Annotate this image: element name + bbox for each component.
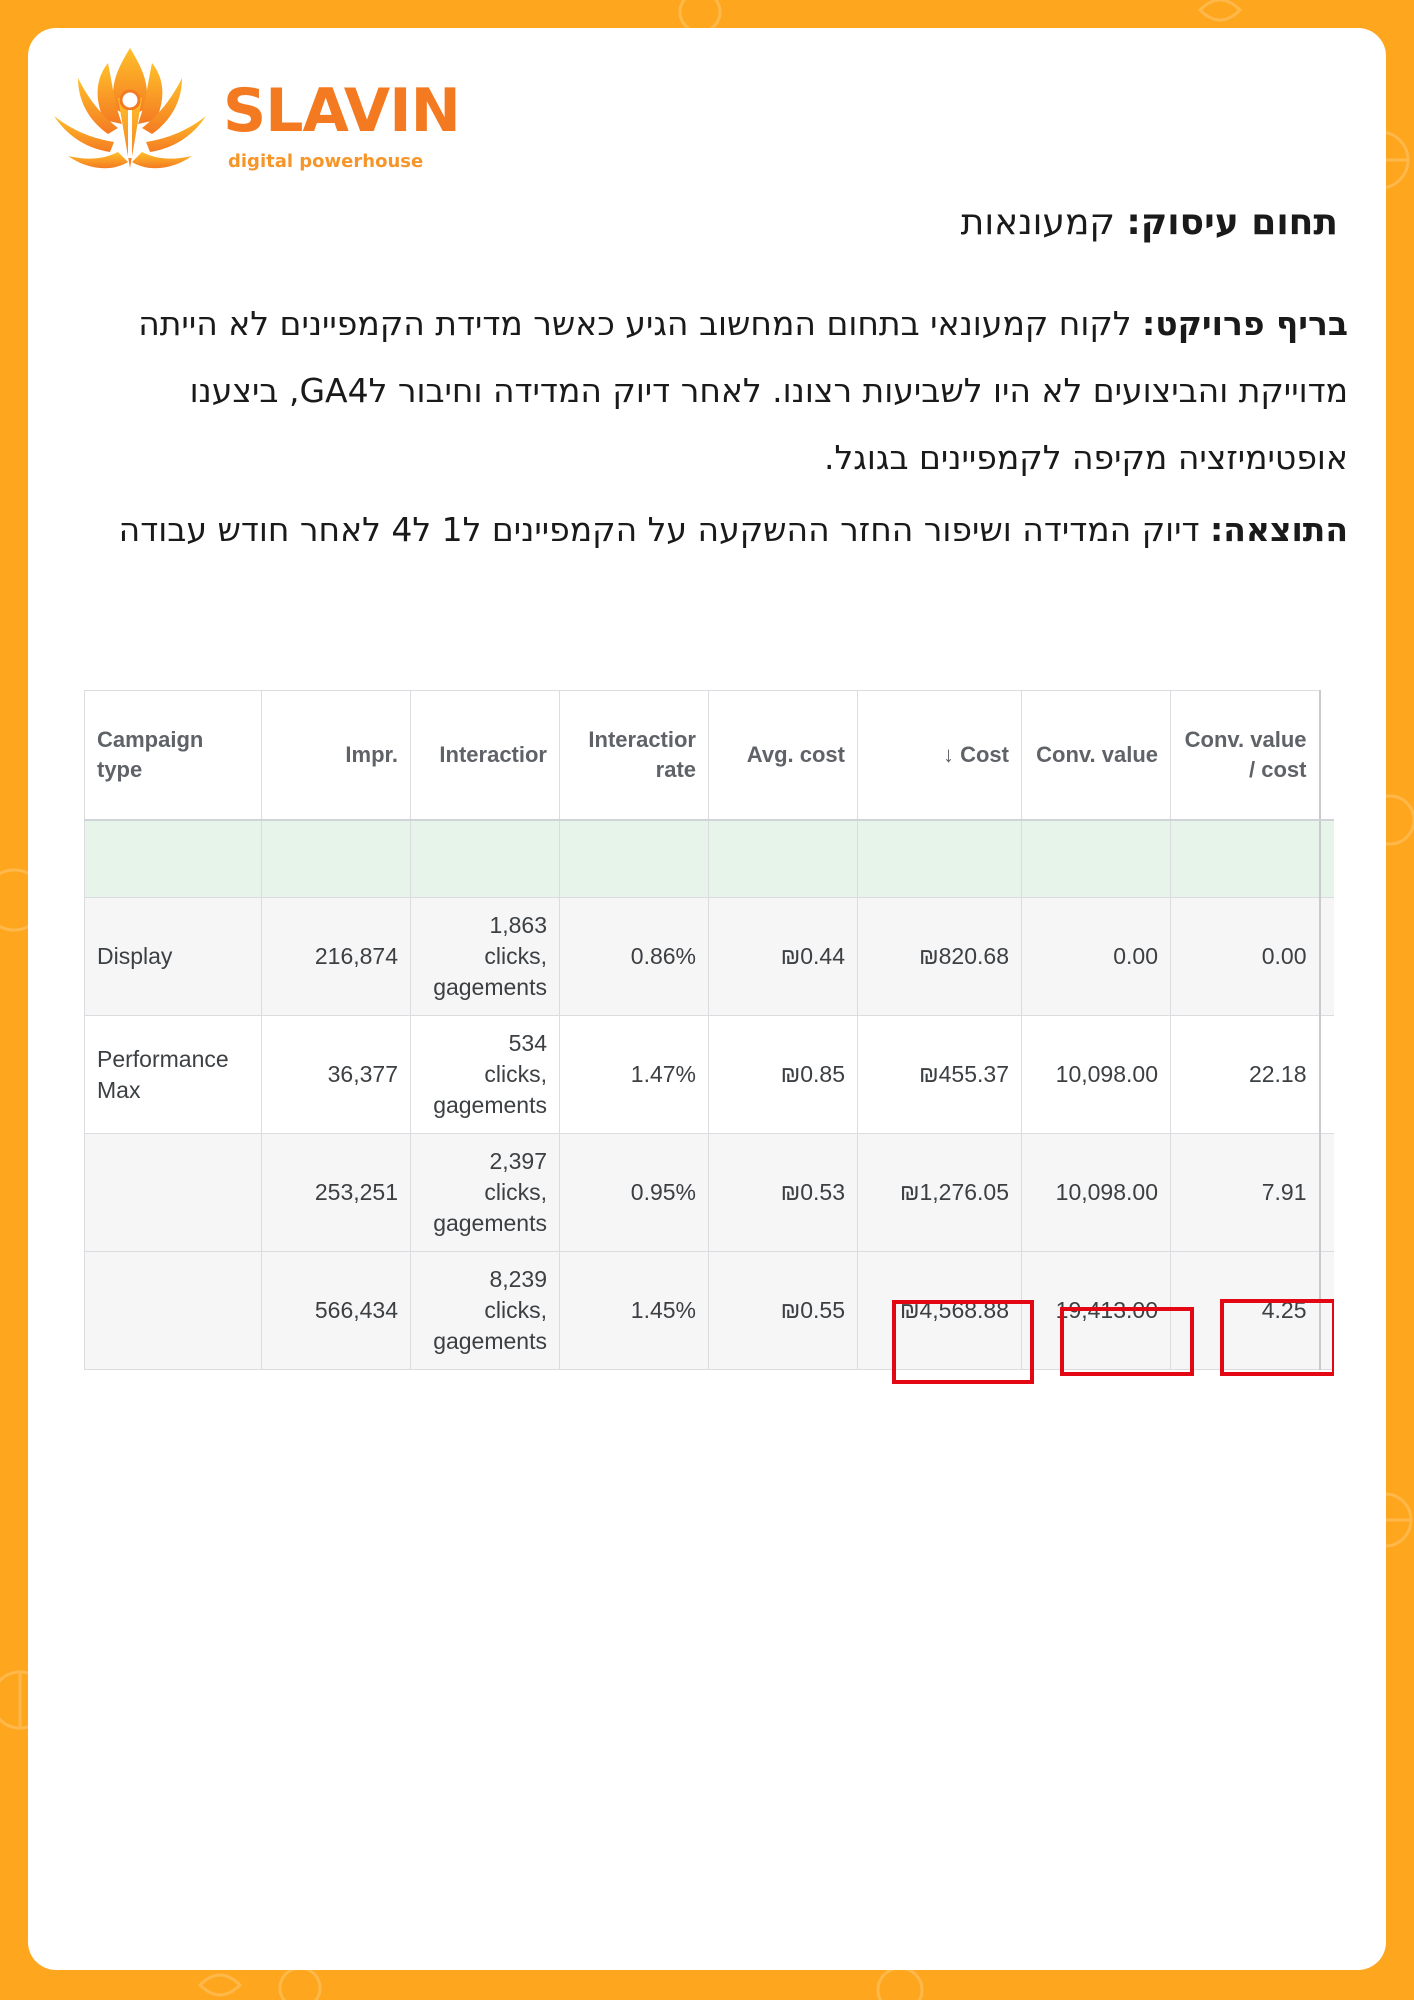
table-row[interactable] [85, 1016, 1335, 1134]
highlight-box-cost [892, 1300, 1034, 1384]
cell-impr: 253,251 [262, 1134, 411, 1252]
highlight-box-conv-value [1060, 1307, 1194, 1376]
header-interactions[interactable]: Interactior [411, 691, 560, 821]
cell-conv-value: 10,098.00 [1022, 1016, 1171, 1134]
result-label: התוצאה: [1210, 510, 1348, 549]
cell-interaction-rate: 0.86% [560, 898, 709, 1016]
business-label: תחום עיסוק: [1126, 202, 1338, 243]
table-row[interactable] [85, 898, 1335, 1016]
cell-cost: ₪455.37 [858, 1016, 1022, 1134]
cell-avg-cost: ₪0.85 [709, 1016, 858, 1134]
table-header-row [85, 691, 1335, 821]
header-cost[interactable] [858, 691, 1022, 821]
cell-interactions: 8,239 clicks, gagements [411, 1252, 560, 1370]
header-campaign-type[interactable]: Campaign type [85, 691, 262, 821]
cell-campaign-type [85, 1252, 262, 1370]
business-value: קמעונאות [960, 202, 1115, 243]
brief-text: לקוח קמעונאי בתחום המחשוב הגיע כאשר מדידת הקמפיינים לא הייתה מדוייקת והביצועים לא היו לשביעות רצונו. לאחר דיוק המדידה וחיבור לGA4, ביצענו אופטימיזציה מקיפה לקמפיינים בגוגל. [138, 304, 1348, 477]
cell-impr: 36,377 [262, 1016, 411, 1134]
cell-conv-value-cost: 7.91 [1171, 1134, 1320, 1252]
cell-impr: 566,434 [262, 1252, 411, 1370]
cell-campaign-type [85, 1134, 262, 1252]
project-brief [73, 290, 1348, 491]
cell-cost-highlighted: ₪4,568.88 [858, 1252, 1022, 1370]
google-ads-table-screenshot [84, 690, 1334, 1404]
cell-interactions: 534 clicks, gagements [411, 1016, 560, 1134]
header-conv-value-cost[interactable]: Conv. value / cost [1171, 691, 1320, 821]
cell-interaction-rate: 0.95% [560, 1134, 709, 1252]
cell-campaign-type: Display [85, 898, 262, 1016]
table-row[interactable] [85, 1134, 1335, 1252]
cell-interactions: 1,863 clicks, gagements [411, 898, 560, 1016]
cell-conv-value-cost-highlighted: 4.25 [1171, 1252, 1320, 1370]
cell-avg-cost: ₪0.55 [709, 1252, 858, 1370]
campaign-table [84, 690, 1334, 1370]
header-overflow [1320, 691, 1335, 821]
slavin-logo [48, 38, 460, 183]
project-result [73, 496, 1348, 563]
cell-conv-value: 0.00 [1022, 898, 1171, 1016]
header-cost-label: Cost [960, 742, 1009, 767]
header-conv-value[interactable]: Conv. value [1022, 691, 1171, 821]
header-impr[interactable]: Impr. [262, 691, 411, 821]
logo-tagline: digital powerhouse [228, 151, 424, 172]
cell-campaign-type: Performance Max [85, 1016, 262, 1134]
cell-interactions: 2,397 clicks, gagements [411, 1134, 560, 1252]
highlight-box-conv-value-cost [1220, 1299, 1334, 1376]
cell-cost: ₪820.68 [858, 898, 1022, 1016]
result-text: דיוק המדידה ושיפור החזר ההשקעה על הקמפיינים ל1 ל4 לאחר חודש עבודה [118, 510, 1200, 549]
cell-conv-value-cost: 22.18 [1171, 1016, 1320, 1134]
lotus-fox-icon [48, 38, 218, 178]
cell-impr: 216,874 [262, 898, 411, 1016]
cell-conv-value: 10,098.00 [1022, 1134, 1171, 1252]
cell-conv-value-highlighted: 19,413.00 [1022, 1252, 1171, 1370]
brief-label: בריף פרויקט: [1142, 304, 1348, 343]
logo-wordmark: SLAVIN [223, 76, 460, 146]
arrow-down-icon: ↓ [942, 742, 954, 767]
header-avg-cost[interactable]: Avg. cost [709, 691, 858, 821]
business-field [961, 198, 1338, 248]
summary-row [85, 820, 1335, 898]
cell-interaction-rate: 1.45% [560, 1252, 709, 1370]
cell-avg-cost: ₪0.44 [709, 898, 858, 1016]
cell-conv-value-cost: 0.00 [1171, 898, 1320, 1016]
cell-interaction-rate: 1.47% [560, 1016, 709, 1134]
cell-avg-cost: ₪0.53 [709, 1134, 858, 1252]
content-card [28, 28, 1386, 1970]
header-interaction-rate[interactable]: Interactior rate [560, 691, 709, 821]
cell-cost: ₪1,276.05 [858, 1134, 1022, 1252]
